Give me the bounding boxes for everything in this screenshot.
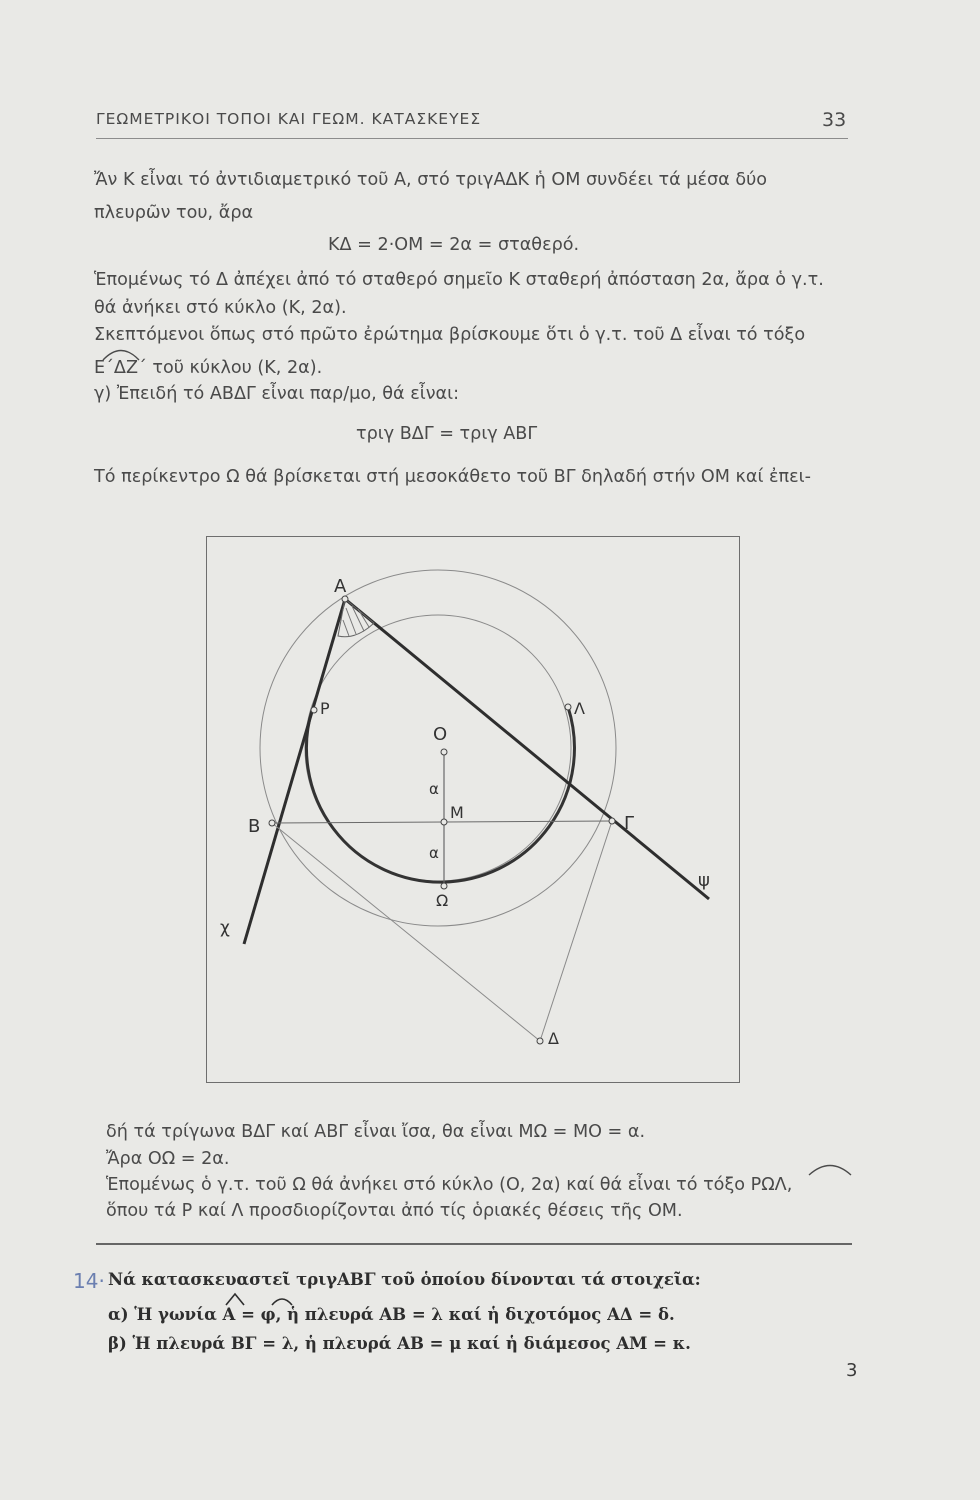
label-l: Λ — [574, 699, 585, 718]
text-line-8: γ) Ἐπειδή τό ΑΒΔΓ εἶναι παρ/μο, θά εἶναι: — [94, 384, 460, 404]
text-line-13: Ἑπομένως ὁ γ.τ. τοῦ Ω θά ἀνήκει στό κύκλο (Ο, 2α) καί θά εἶναι τό τόξο ΡΩΛ, — [106, 1175, 793, 1195]
label-a: Α — [334, 576, 347, 597]
text-line-5: θά ἀνήκει στό κύκλο (Κ, 2α). — [94, 298, 347, 318]
problem-statement: Νά κατασκευαστεῖ τριγΑΒΓ τοῦ ὁποίου δίνονται τά στοιχεῖα: — [108, 1270, 701, 1289]
problem-part-b: β) Ἡ πλευρά ΒΓ = λ, ἡ πλευρά ΑΒ = μ καί ἡ διάμεσος ΑΜ = κ. — [108, 1334, 691, 1353]
header-rule — [96, 138, 848, 139]
angle-marks — [224, 1291, 304, 1307]
arc-mark-edz — [99, 343, 143, 363]
running-header: ΓΕΩΜΕΤΡΙΚΟΙ ΤΟΠΟΙ ΚΑΙ ΓΕΩΜ. ΚΑΤΑΣΚΕΥΕΣ — [96, 110, 482, 128]
label-x: χ — [220, 918, 230, 938]
text-line-11: δή τά τρίγωνα ΒΔΓ καί ΑΒΓ εἶναι ἴσα, θα εἶναι ΜΩ = ΜΟ = α. — [106, 1122, 646, 1142]
text-line-7: Ε΄ΔΖ΄ τοῦ κύκλου (Κ, 2α). — [94, 358, 323, 378]
label-m: Μ — [450, 803, 464, 822]
point-p — [311, 707, 317, 713]
equation-triangles: τριγ ΒΔΓ = τριγ ΑΒΓ — [356, 424, 538, 444]
label-p: Ρ — [320, 699, 330, 718]
label-a1: α — [429, 780, 439, 798]
ray-apsi — [345, 599, 709, 899]
label-g: Γ — [624, 813, 635, 834]
point-g — [609, 818, 615, 824]
problem-part-a: α) Ἡ γωνία Α = φ, ἡ πλευρά ΑΒ = λ καί ἡ διχοτόμος ΑΔ = δ. — [108, 1305, 675, 1324]
problem-number: 14· — [73, 1269, 105, 1293]
point-m — [441, 819, 447, 825]
segment-b-delta — [272, 823, 540, 1041]
equation-kd: ΚΔ = 2·ΟΜ = 2α = σταθερό. — [328, 235, 580, 255]
geometry-figure — [206, 536, 740, 1083]
footer-page-mark: 3 — [846, 1360, 858, 1381]
label-a2: α — [429, 844, 439, 862]
point-b — [269, 820, 275, 826]
arc-mark-rol — [805, 1158, 855, 1178]
label-o: Ο — [433, 724, 448, 745]
text-line-6: Σκεπτόμενοι ὅπως στό πρῶτο ἐρώτημα βρίσκουμε ὅτι ὁ γ.τ. τοῦ Δ εἶναι τό τόξο — [94, 325, 806, 345]
text-line-10: Τό περίκεντρο Ω θά βρίσκεται στή μεσοκάθετο τοῦ ΒΓ δηλαδή στήν ΟΜ καί ἐπει- — [94, 467, 811, 487]
ray-ax — [244, 599, 345, 944]
text-line-1: Ἄν Κ εἶναι τό ἀντιδιαμετρικό τοῦ Α, στό τριγΑΔΚ ἡ ΟΜ συνδέει τά μέσα δύο — [94, 170, 768, 190]
text-line-14: ὅπου τά Ρ καί Λ προσδιορίζονται ἀπό τίς ὁριακές θέσεις τῆς ΟΜ. — [106, 1201, 683, 1221]
label-b: Β — [248, 816, 261, 837]
label-delta: Δ — [548, 1029, 559, 1048]
segment-g-delta — [540, 821, 612, 1041]
text-line-2: πλευρῶν του, ἄρα — [94, 203, 254, 223]
text-line-12: Ἄρα ΟΩ = 2α. — [106, 1149, 230, 1169]
point-o — [441, 749, 447, 755]
point-delta — [537, 1038, 543, 1044]
point-l — [565, 704, 571, 710]
outer-circle — [260, 570, 616, 926]
label-omega: Ω — [436, 891, 449, 910]
point-omega — [441, 883, 447, 889]
text-line-4: Ἑπομένως τό Δ ἀπέχει ἀπό τό σταθερό σημεῖο Κ σταθερή ἀπόσταση 2α, ἄρα ὁ γ.τ. — [94, 270, 824, 290]
page-number: 33 — [822, 109, 847, 131]
label-psi: ψ — [698, 870, 710, 891]
section-rule — [96, 1243, 852, 1245]
